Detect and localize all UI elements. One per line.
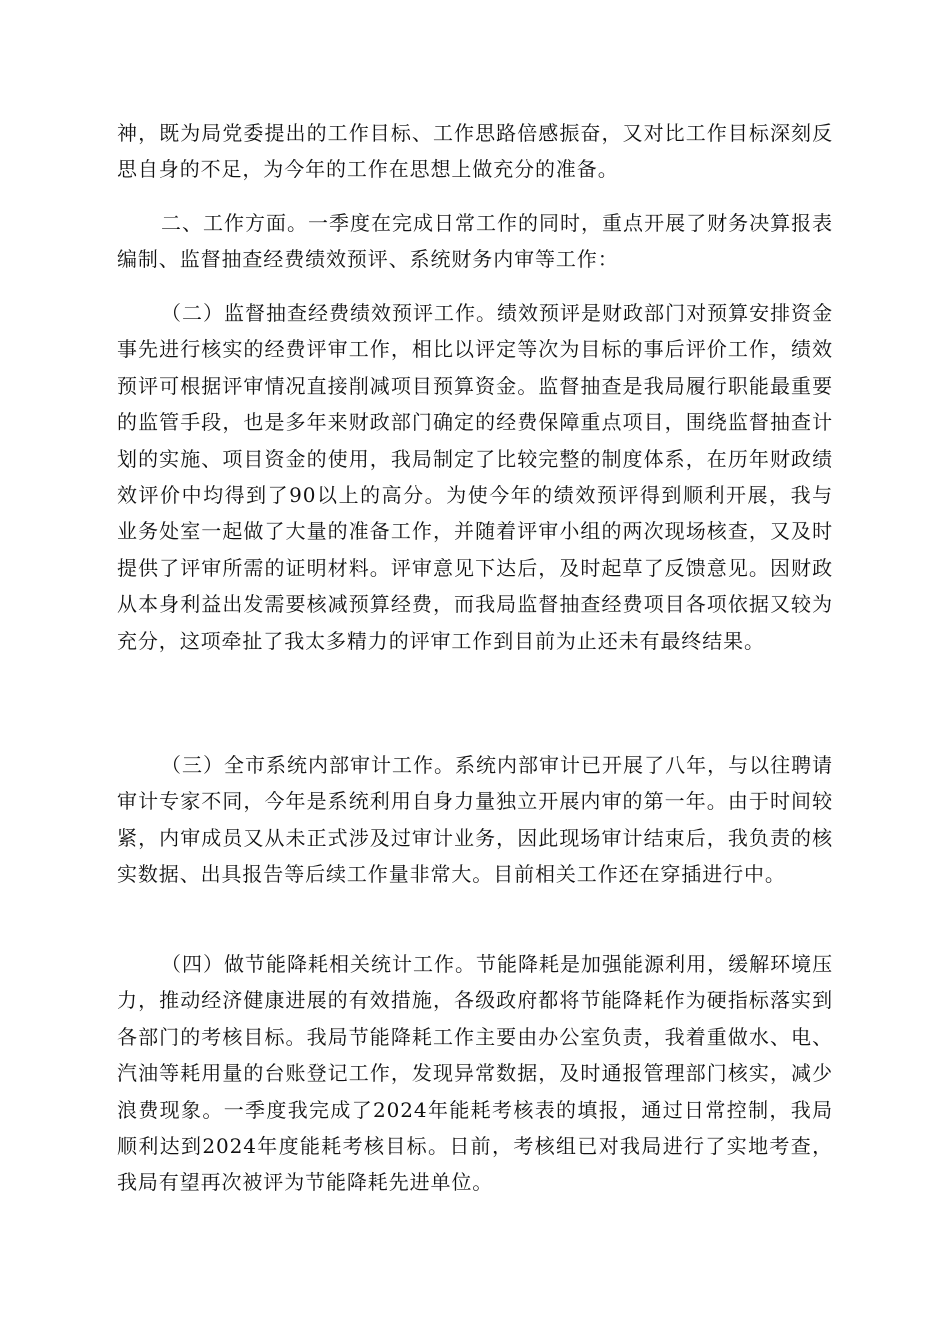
- paragraph-internal-audit: （三）全市系统内部审计工作。系统内部审计已开展了八年，与以往聘请审计专家不同，今年是系统利用自身力量独立开展内审的第一年。由于时间较紧，内审成员又从未正式涉及过审计业务，因此现场审计结束后，我负责的核实数据、出具报告等后续工作量非常大。目前相关工作还在穿插进行中。: [117, 753, 833, 887]
- paragraph-performance-pre-evaluation: （二）监督抽查经费绩效预评工作。绩效预评是财政部门对预算安排资金事先进行核实的经费评审工作，相比以评定等次为目标的事后评价工作，绩效预评可根据评审情况直接削减项目预算资金。监督抽查是我局履行职能最重要的监管手段，也是多年来财政部门确定的经费保障重点项目，围绕监督抽查计划的实施、项目资金的使用，我局制定了比较完整的制度体系，在历年财政绩效评价中均得到了90以上的高分。为使今年的绩效预评得到顺利开展，我与业务处室一起做了大量的准备工作，并随着评审小组的两次现场核查，又及时提供了评审所需的证明材料。评审意见下达后，及时起草了反馈意见。因财政从本身利益出发需要核减预算经费，而我局监督抽查经费项目各项依据又较为充分，这项牵扯了我太多精力的评审工作到目前为止还未有最终结果。: [117, 301, 833, 653]
- paragraph-continued-spirit: 神，既为局党委提出的工作目标、工作思路倍感振奋，又对比工作目标深刻反思自身的不足，为今年的工作在思想上做充分的准备。: [117, 121, 833, 182]
- paragraph-energy-saving-statistics: （四）做节能降耗相关统计工作。节能降耗是加强能源利用，缓解环境压力，推动经济健康进展的有效措施，各级政府都将节能降耗作为硬指标落实到各部门的考核目标。我局节能降耗工作主要由办公室负责，我着重做水、电、汽油等耗用量的台账登记工作，发现异常数据，及时通报管理部门核实，减少浪费现象。一季度我完成了2024年能耗考核表的填报，通过日常控制，我局顺利达到2024年度能耗考核目标。日前，考核组已对我局进行了实地考查，我局有望再次被评为节能降耗先进单位。: [117, 952, 833, 1195]
- paragraph-section-two-work: 二、工作方面。一季度在完成日常工作的同时，重点开展了财务决算报表编制、监督抽查经费绩效预评、系统财务内审等工作：: [117, 211, 833, 272]
